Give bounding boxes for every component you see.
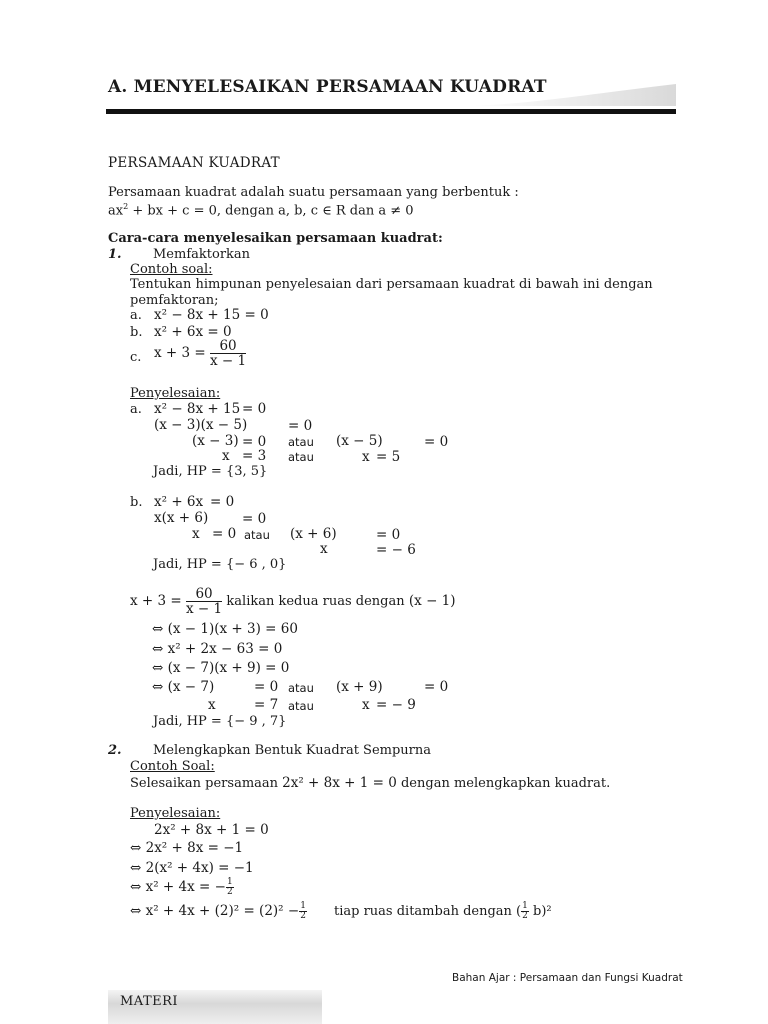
solution-a-result: Jadi, HP = {3, 5} (153, 464, 268, 479)
method-1-instruction-2: pemfaktoran; (130, 293, 219, 308)
solution-a-line-3-right: = 0 (424, 434, 449, 450)
solution-a-line-4-left: x (222, 448, 230, 464)
solution-c-line-3: ⇔ (x − 7)(x + 9) = 0 (152, 660, 290, 676)
method-2-line-5: ⇔ x² + 4x + (2)² = (2)² − $\frac{1}{2}$ (130, 901, 306, 921)
solution-b-line-1: x² + 6x (154, 494, 204, 510)
method-2-example-label: Contoh Soal: (130, 759, 215, 774)
solution-c-line-5-mid: x (362, 697, 370, 713)
method-2-line-1: 2x² + 8x + 1 = 0 (154, 822, 269, 838)
solution-c-line-4-atau: atau (288, 681, 314, 695)
solution-c-line-4-left: ⇔ (x − 7) (152, 679, 215, 695)
problem-c-expr: x + 3 = $\frac{60}{x - 1}$ (154, 338, 247, 369)
solution-c-line-4-right: = 0 (424, 679, 449, 695)
solution-a-line-1-eq: = 0 (242, 401, 267, 417)
solution-a-label: a. (130, 402, 142, 417)
solution-b-line-2-eq: = 0 (242, 511, 267, 527)
solution-b-line-3-atau: atau (244, 528, 270, 542)
solution-c-line-4-mid: (x + 9) (336, 679, 383, 695)
section-title: PERSAMAAN KUADRAT (108, 155, 280, 171)
method-1-number: 1. (108, 247, 122, 262)
solution-b-line-4-mid: x (320, 541, 328, 557)
solution-a-line-2: (x − 3)(x − 5) (154, 417, 248, 433)
solution-b-line-3-right: = 0 (376, 527, 401, 543)
method-2-number: 2. (108, 743, 122, 758)
solution-b-line-4-right: = − 6 (376, 542, 416, 558)
chapter-title: A. MENYELESAIKAN PERSAMAAN KUADRAT (108, 77, 547, 97)
solution-b-line-3-left: x (192, 526, 200, 542)
solution-c-result: Jadi, HP = {− 9 , 7} (153, 714, 287, 729)
solution-a-line-3-mid: (x − 5) (336, 433, 383, 449)
method-1-title: Memfaktorkan (153, 247, 251, 262)
solution-b-label: b. (130, 495, 143, 510)
method-2-line-5-note: tiap ruas ditambah dengan ( $\frac{1}{2}$ b)² (334, 901, 552, 921)
problem-b-expr: x² + 6x = 0 (154, 324, 232, 340)
solution-a-line-4-eq: = 3 (242, 448, 267, 464)
solution-c-line-5-left: x (208, 697, 216, 713)
solution-b-line-3-mid: (x + 6) (290, 526, 337, 542)
method-2-solution-label: Penyelesaian: (130, 806, 221, 821)
solution-a-line-4-atau: atau (288, 450, 314, 464)
problem-a-label: a. (130, 308, 142, 323)
footer-text: Bahan Ajar : Persamaan dan Fungsi Kuadrat (452, 972, 683, 984)
footer-label: MATERI (120, 994, 179, 1009)
solution-c-line-5-right: = − 9 (376, 697, 416, 713)
solution-b-line-1-eq: = 0 (210, 494, 235, 510)
solution-a-line-3-atau: atau (288, 435, 314, 449)
solution-a-line-4-mid: x (362, 449, 370, 465)
method-2-line-2: ⇔ 2x² + 8x = −1 (130, 840, 244, 856)
method-2-instruction: Selesaikan persamaan 2x² + 8x + 1 = 0 dengan melengkapkan kuadrat. (130, 775, 611, 791)
solution-b-line-2: x(x + 6) (154, 510, 209, 526)
problem-b-label: b. (130, 325, 143, 340)
solution-a-line-3-eq: = 0 (242, 434, 267, 450)
method-1-solution-label: Penyelesaian: (130, 386, 221, 401)
solution-c-line-5-atau: atau (288, 699, 314, 713)
solution-a-line-4-right: = 5 (376, 449, 401, 465)
method-1-example-label: Contoh soal: (130, 262, 213, 277)
solution-a-line-2-eq: = 0 (288, 418, 313, 434)
methods-heading: Cara-cara menyelesaikan persamaan kuadrat: (108, 231, 443, 246)
method-2-title: Melengkapkan Bentuk Kuadrat Sempurna (153, 743, 432, 758)
intro-line-2: $ax^2$ + bx + c = 0, dengan a, b, c ∈ R dan a ≠ 0 (108, 202, 414, 219)
solution-c-line-4-eq: = 0 (254, 679, 279, 695)
solution-c-line-1: ⇔ (x − 1)(x + 3) = 60 (152, 621, 298, 637)
method-2-line-3: ⇔ 2(x² + 4x) = −1 (130, 860, 254, 876)
solution-a-line-3-left: (x − 3) (192, 433, 239, 449)
header-rule (106, 109, 676, 114)
solution-b-result: Jadi, HP = {− 6 , 0} (153, 557, 287, 572)
intro-line-1: Persamaan kuadrat adalah suatu persamaan yang berbentuk : (108, 185, 519, 200)
solution-c-line-2: ⇔ x² + 2x − 63 = 0 (152, 641, 283, 657)
problem-a-expr: x² − 8x + 15 = 0 (154, 307, 269, 323)
solution-c-line-5-eq: = 7 (254, 697, 279, 713)
solution-b-line-3-eq: = 0 (212, 526, 237, 542)
solution-c-equation: x + 3 = $\frac{60}{x - 1}$ kalikan kedua ruas dengan (x − 1) (130, 586, 456, 617)
method-2-line-4: ⇔ x² + 4x = − $\frac{1}{2}$ (130, 877, 233, 897)
problem-c-label: c. (130, 350, 142, 365)
method-1-instruction-1: Tentukan himpunan penyelesaian dari persamaan kuadrat di bawah ini dengan (130, 277, 653, 292)
solution-a-line-1: x² − 8x + 15 (154, 401, 241, 417)
header-decoration (470, 84, 676, 106)
